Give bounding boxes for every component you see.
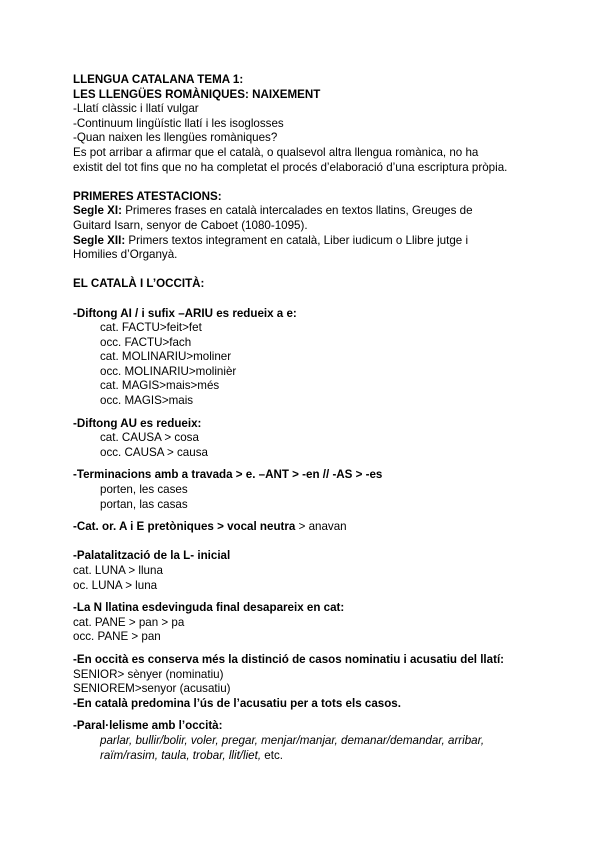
example-line: cat. CAUSA > cosa [100,431,199,445]
example-line: parlar, bullir/bolir, voler, pregar, menjar/manjar, demanar/demandar, arribar, [100,733,485,747]
feature-tail: > anavan [295,520,347,534]
intro-paragraph-line: Es pot arribar a afirmar que el català, o qualsevol altra llengua romànica, no ha [73,145,479,159]
example-line: cat. MAGIS>mais>més [100,379,220,393]
example-line [73,749,533,764]
document-page [73,73,533,763]
example-line: cat. FACTU>feit>fet [100,321,202,335]
example-line: occ. MOLINARIU>molinièr [100,364,237,378]
example-words: raïm/rasim, taula, trobar, llit/liet, [100,748,262,762]
example-line: occ. CAUSA > causa [100,445,208,459]
example-line: cat. LUNA > lluna [73,564,163,577]
example-line: SENIOR> sènyer (nominatiu) [73,667,224,681]
example-tail: etc. [261,748,283,762]
feature-heading: -La N llatina esdevinguda final desapareix en cat: [73,601,345,615]
section-heading-occita: EL CATALÀ I L’OCCITÀ: [73,277,205,291]
atestacio-text: Primers textos integrament en català, Liber iudicum o Llibre jutge i [125,233,469,247]
intro-paragraph-line: existit del tot fins que no ha completat el procés d’elaboració d’una escriptura pròpia. [73,160,508,174]
section-heading-atestacions: PRIMERES ATESTACIONS: [73,189,222,203]
example-line: porten, les cases [100,483,188,497]
century-label: Segle XI: [73,204,122,218]
doc-title: LLENGUA CATALANA TEMA 1: [73,73,244,86]
atestacio-text: Primeres frases en català intercalades en textos llatins, Greuges de [121,204,473,218]
intro-line: -Continuum lingüístic llatí i les isoglosses [73,116,284,130]
atestacio-line [73,204,533,219]
example-line: occ. FACTU>fach [100,335,192,349]
feature-heading: -En occità es conserva més la distinció de casos nominatiu i acusatiu del llatí: [73,652,505,666]
feature-line [73,520,533,535]
example-line: occ. MAGIS>mais [100,394,194,408]
example-line: SENIOREM>senyor (acusatiu) [73,682,231,696]
feature-heading: -Paral·lelisme amb l’occità: [73,719,223,733]
atestacio-line: Homilies d’Organyà. [73,248,178,262]
example-line: portan, las casas [100,497,188,511]
example-line: occ. PANE > pan [73,630,161,644]
example-line: oc. LUNA > luna [73,578,158,592]
example-line: cat. PANE > pan > pa [73,615,185,629]
atestacio-line: Guitard Isarn, senyor de Caboet (1080-1095). [73,218,308,232]
century-label: Segle XII: [73,233,126,247]
feature-heading: -Diftong AU es redueix: [73,416,202,430]
feature-heading: -Palatalització de la L- inicial [73,549,231,563]
atestacio-line [73,234,533,249]
intro-line: -Llatí clàssic i llatí vulgar [73,102,199,116]
intro-line: -Quan naixen les llengües romàniques? [73,131,278,145]
feature-heading: -Terminacions amb a travada > e. –ANT > -en // -AS > -es [73,468,383,482]
feature-heading: -En català predomina l’ús de l’acusatiu per a tots els casos. [73,696,401,710]
doc-subtitle: LES LLENGÜES ROMÀNIQUES: NAIXEMENT [73,87,321,101]
example-line: cat. MOLINARIU>moliner [100,350,232,364]
feature-heading: -Diftong AI / i sufix –ARIU es redueix a e: [73,306,297,320]
feature-heading: -Cat. or. A i E pretòniques > vocal neutra [73,520,296,534]
